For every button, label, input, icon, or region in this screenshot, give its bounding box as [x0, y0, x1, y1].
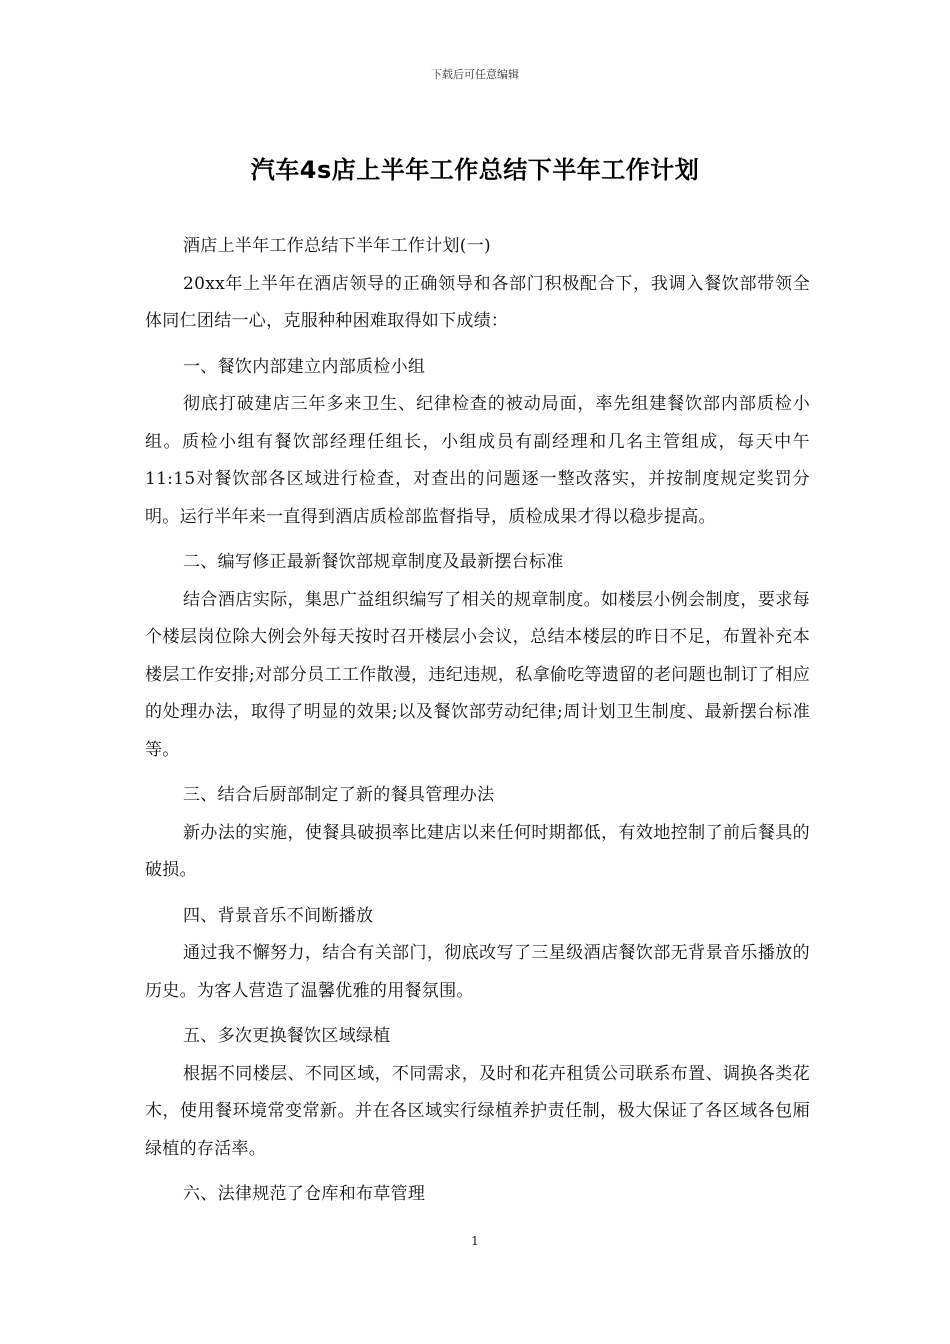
section-heading: 一、餐饮内部建立内部质检小组	[183, 356, 426, 377]
section-heading: 五、多次更换餐饮区域绿植	[183, 1026, 391, 1046]
document-title: 汽车4s店上半年工作总结下半年工作计划	[250, 156, 700, 184]
body-paragraph: 20xx年上半年在酒店领导的正确领导和各部门积极配合下，我调入餐饮部带领全体同仁团结一心，克服种种困难取得如下成绩：	[145, 273, 810, 331]
document-body	[145, 228, 810, 1214]
section-heading: 三、结合后厨部制定了新的餐具管理办法	[183, 785, 495, 805]
section-heading: 二、编写修正最新餐饮部规章制度及最新摆台标准	[183, 552, 564, 572]
section-subtitle: 酒店上半年工作总结下半年工作计划(一)	[183, 236, 491, 256]
body-paragraph: 结合酒店实际，集思广益组织编写了相关的规章制度。如楼层小例会制度，要求每个楼层岗位除大例会外每天按时召开楼层小会议，总结本楼层的昨日不足，布置补充本楼层工作安排;对部分员工工作散漫，违纪违规，私拿偷吃等遗留的老问题也制订了相应的处理办法，取得了明显的效果;以及餐饮部劳动纪律;周计划卫生制度、最新摆台标准等。	[145, 589, 810, 760]
section-heading: 四、背景音乐不间断播放	[183, 905, 374, 926]
body-paragraph: 彻底打破建店三年多来卫生、纪律检查的被动局面，率先组建餐饮部内部质检小组。质检小组有餐饮部经理任组长，小组成员有副经理和几名主管组成，每天中午11:15对餐饮部各区域进行检查，对查出的问题逐一整改落实，并按制度规定奖罚分明。运行半年来一直得到酒店质检部监督指导，质检成果才得以稳步提高。	[145, 394, 810, 527]
page-number: 1	[471, 1234, 479, 1248]
body-paragraph: 通过我不懈努力，结合有关部门，彻底改写了三星级酒店餐饮部无背景音乐播放的历史。为客人营造了温馨优雅的用餐氛围。	[145, 943, 810, 1001]
section-heading: 六、法律规范了仓库和布草管理	[183, 1184, 426, 1204]
body-paragraph: 新办法的实施，使餐具破损率比建店以来任何时期都低，有效地控制了前后餐具的破损。	[145, 822, 810, 880]
page-header-note: 下载后可任意编辑	[431, 68, 519, 81]
body-paragraph: 根据不同楼层、不同区域，不同需求，及时和花卉租赁公司联系布置、调换各类花木，使用餐环境常变常新。并在各区域实行绿植养护责任制，极大保证了各区域各包厢绿植的存活率。	[145, 1063, 810, 1159]
